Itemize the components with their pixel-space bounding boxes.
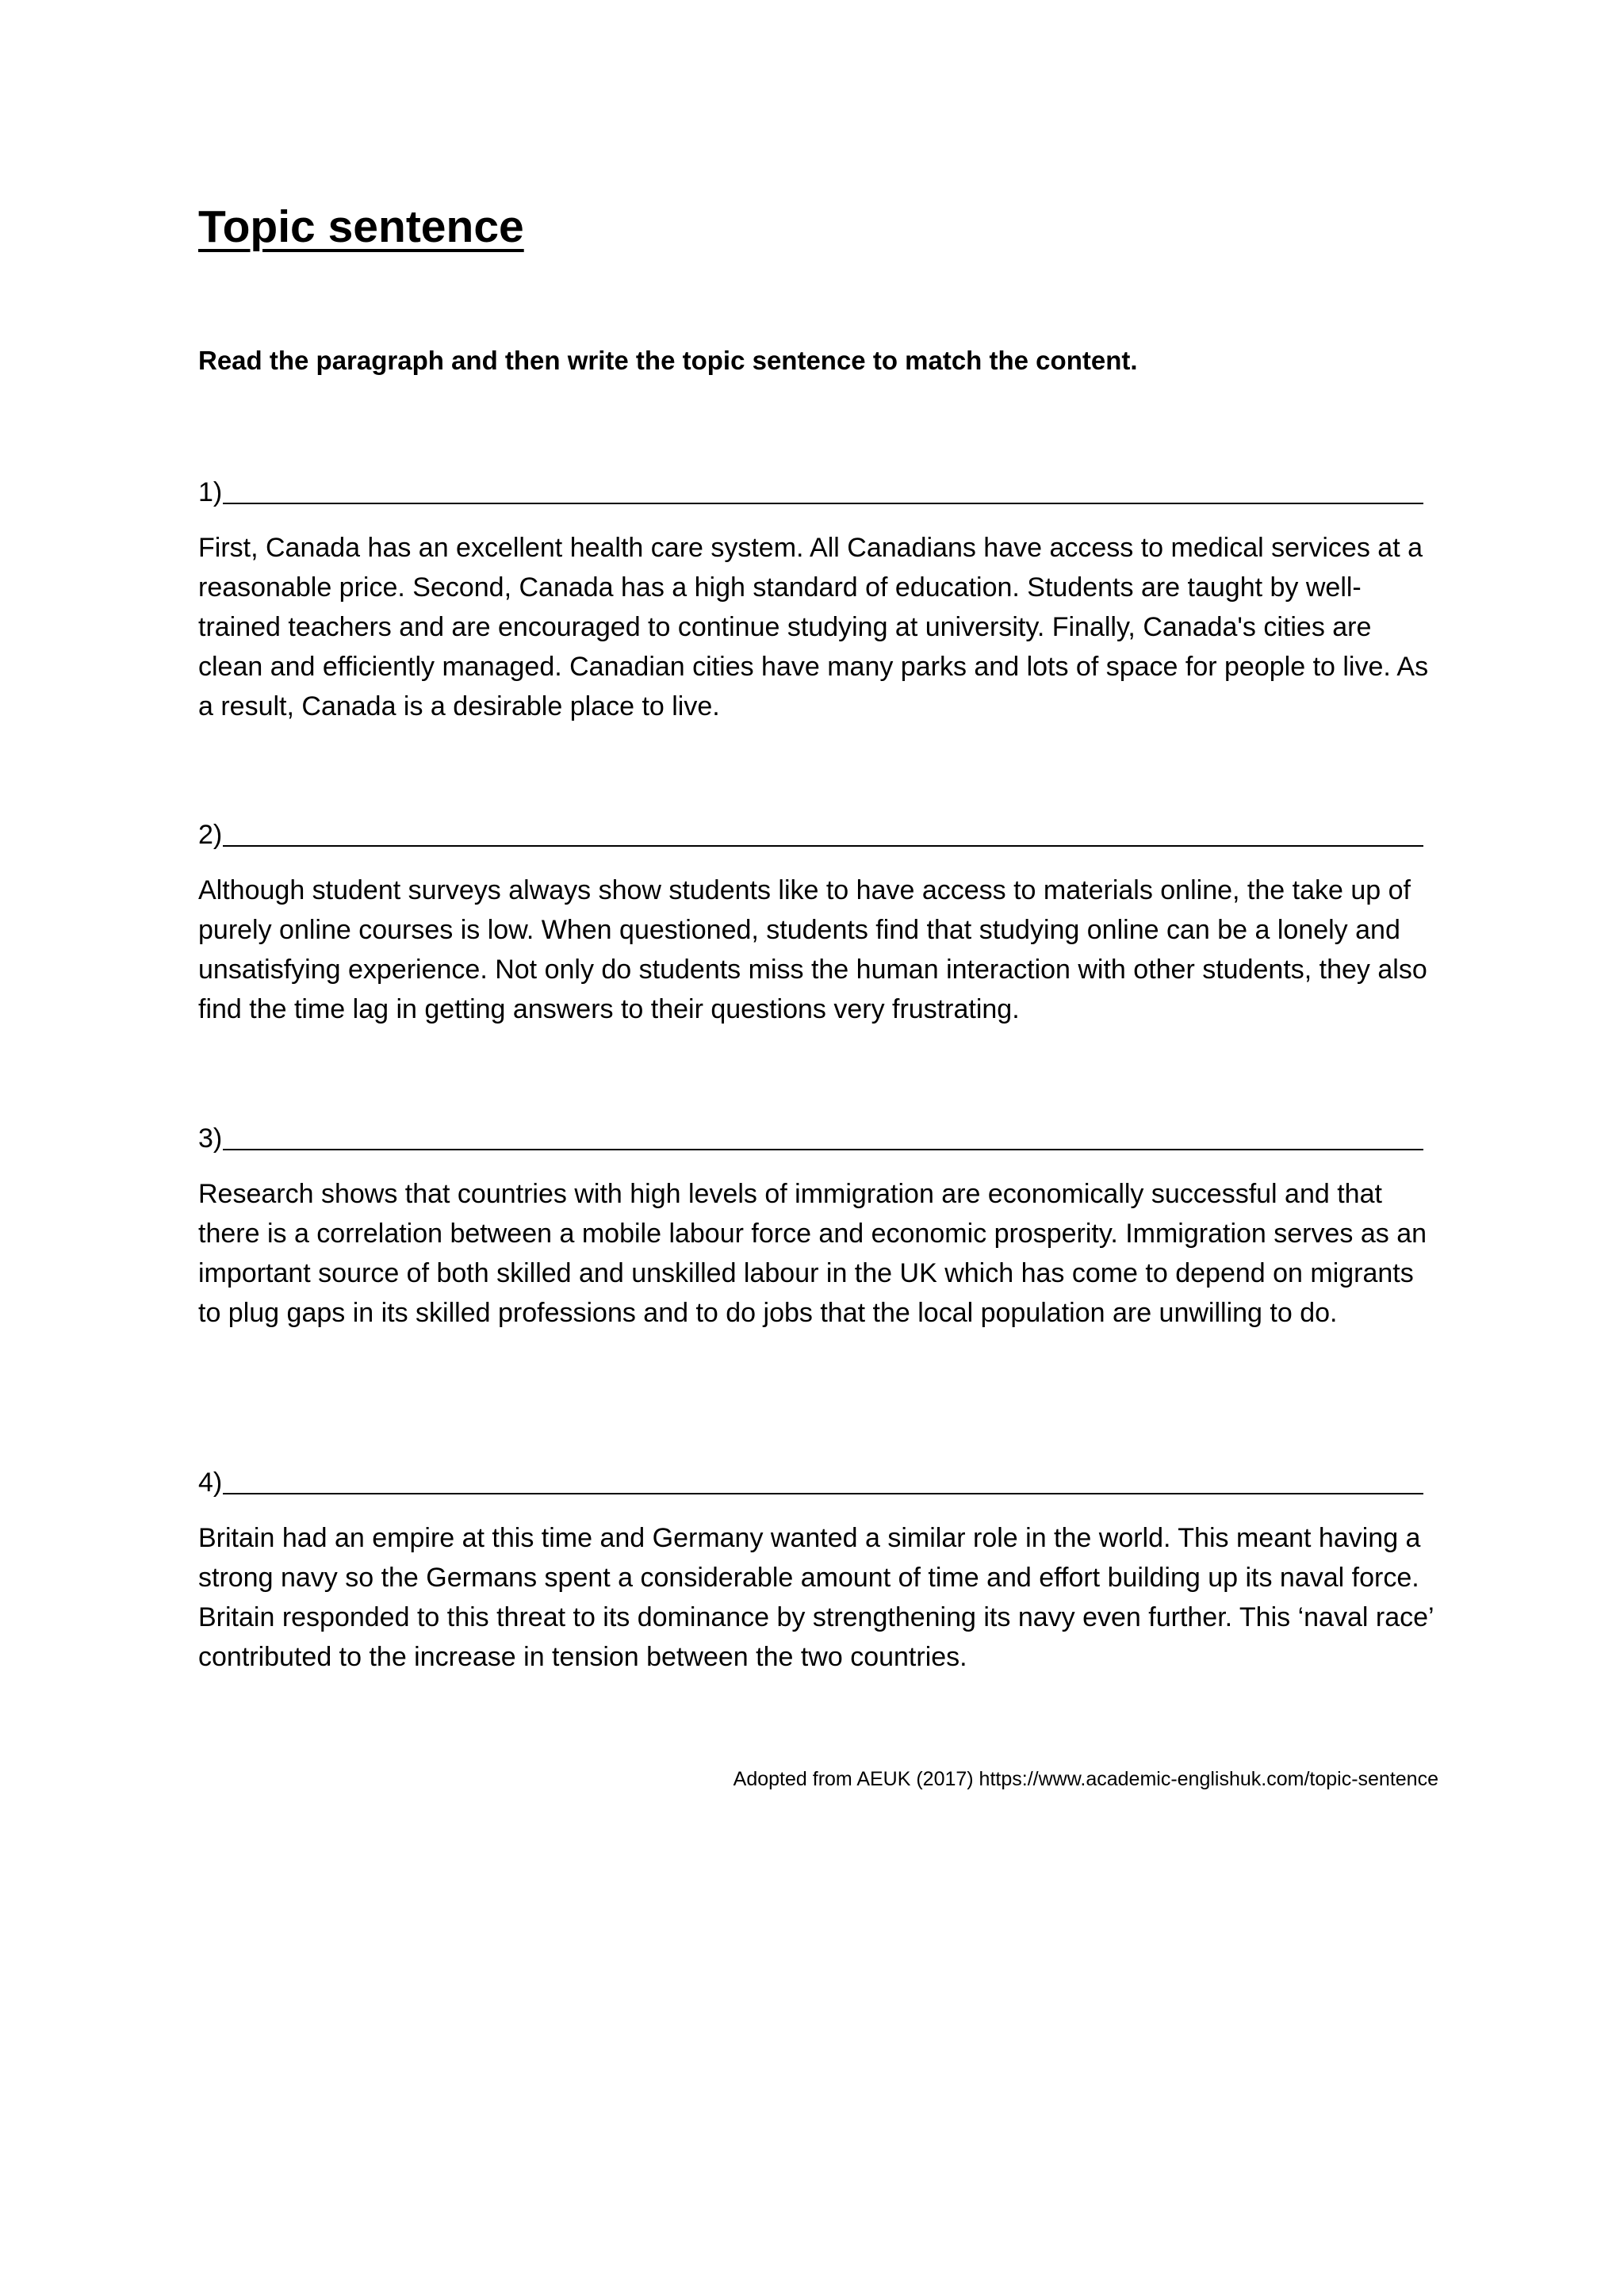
exercise-item-1: [198, 468, 1443, 726]
instruction-text: Read the paragraph and then write the topic sentence to match the content.: [198, 346, 1138, 375]
exercise-item-4: [198, 1458, 1443, 1677]
answer-line-4: [198, 1458, 1423, 1496]
page-title: Topic sentence: [198, 201, 524, 252]
exercise-item-3: [198, 1114, 1443, 1333]
paragraph-3: Research shows that countries with high levels of immigration are economically successful and that there is a correlation between a mobile labour force and economic prosperity. Immigration serves as an important source of both skilled and unskilled labour in the UK which has come to depend on migrants to plug gaps in its skilled professions and to do jobs that the local population are unwilling to do.: [198, 1179, 1427, 1328]
item-number-3: 3): [198, 1123, 223, 1154]
answer-blank-2: [223, 845, 1423, 847]
item-number-1: 1): [198, 477, 223, 507]
source-citation: Adopted from AEUK (2017) https://www.academic-englishuk.com/topic-sentence: [733, 1768, 1438, 1790]
answer-line-1: [198, 468, 1423, 506]
paragraph-4: Britain had an empire at this time and Germany wanted a similar role in the world. This meant having a strong navy so the Germans spent a considerable amount of time and effort building up its naval force. Britain responded to this threat to its dominance by strengthening its navy even further. This ‘naval race’ contributed to the increase in tension between the two countries.: [198, 1523, 1434, 1672]
paragraph-1: First, Canada has an excellent health care system. All Canadians have access to medical services at a reasonable price. Second, Canada has a high standard of education. Students are taught by well-trained teachers and are encouraged to continue studying at university. Finally, Canada's cities are clean and efficiently managed. Canadian cities have many parks and lots of space for people to live. As a result, Canada is a desirable place to live.: [198, 533, 1429, 721]
answer-line-2: [198, 810, 1423, 848]
paragraph-2: Although student surveys always show students like to have access to materials online, the take up of purely online courses is low. When questioned, students find that studying online can be a lonely and unsatisfying experience. Not only do students miss the human interaction with other students, they also find the time lag in getting answers to their questions very frustrating.: [198, 875, 1427, 1024]
answer-blank-1: [223, 503, 1423, 504]
item-number-2: 2): [198, 820, 223, 850]
item-number-4: 4): [198, 1468, 223, 1498]
answer-blank-4: [223, 1493, 1423, 1494]
exercise-item-2: [198, 810, 1443, 1029]
answer-line-3: [198, 1114, 1423, 1152]
answer-blank-3: [223, 1149, 1423, 1150]
